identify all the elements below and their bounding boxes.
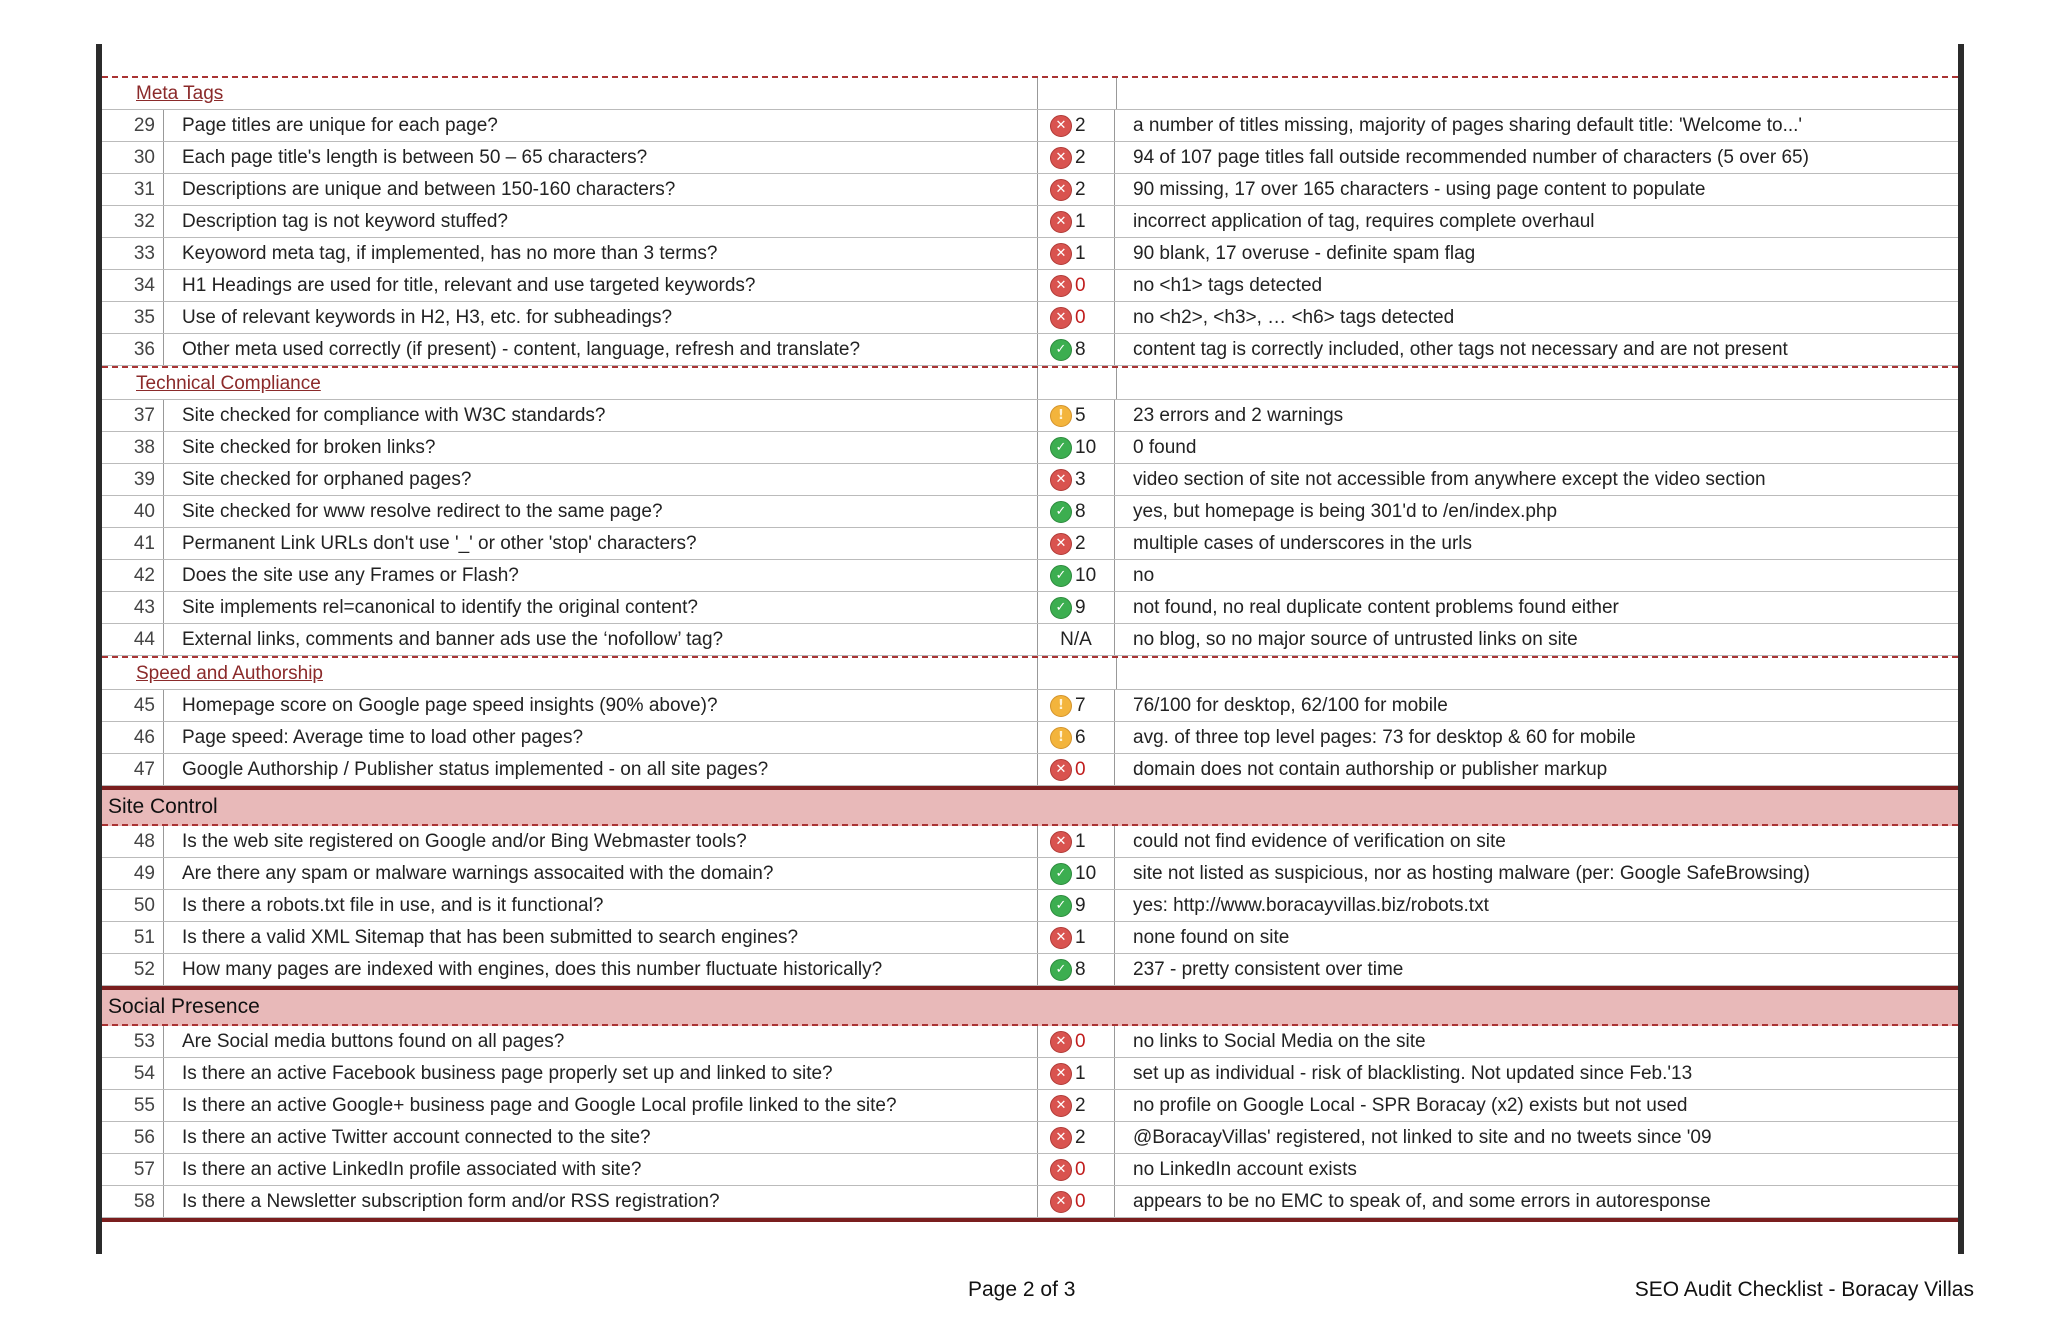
table-row: [102, 432, 1958, 464]
item-question: How many pages are indexed with engines, does this number fluctuate historically?: [182, 959, 883, 980]
item-number: 33: [102, 238, 164, 269]
table-row: [102, 334, 1958, 366]
item-note: domain does not contain authorship or publisher markup: [1133, 759, 1608, 780]
item-number: 45: [102, 690, 164, 721]
score-value: 2: [1075, 533, 1086, 554]
x-circle-icon: ✕: [1050, 533, 1072, 555]
x-circle-icon: ✕: [1050, 307, 1072, 329]
x-circle-icon: ✕: [1050, 147, 1072, 169]
item-number: 58: [102, 1186, 164, 1217]
subsection-header: [102, 656, 1958, 690]
document-title: SEO Audit Checklist - Boracay Villas: [1634, 1278, 1974, 1301]
subsection-title: Technical Compliance: [136, 373, 321, 394]
item-note: site not listed as suspicious, nor as hosting malware (per: Google SafeBrowsing): [1133, 863, 1810, 884]
score-value: 8: [1075, 339, 1086, 360]
table-row: [102, 890, 1958, 922]
table-row: [102, 302, 1958, 334]
score-value: 1: [1075, 831, 1086, 852]
item-number: 34: [102, 270, 164, 301]
table-row: [102, 826, 1958, 858]
item-number: 31: [102, 174, 164, 205]
table-row: [102, 954, 1958, 986]
item-number: 55: [102, 1090, 164, 1121]
table-row: [102, 1154, 1958, 1186]
item-question: Homepage score on Google page speed insights (90% above)?: [182, 695, 718, 716]
score-value: 0: [1075, 1031, 1086, 1052]
x-circle-icon: ✕: [1050, 1031, 1072, 1053]
item-note: multiple cases of underscores in the urls: [1133, 533, 1472, 554]
score-value: 3: [1075, 469, 1086, 490]
item-question: Each page title's length is between 50 – 65 characters?: [182, 147, 648, 168]
item-number: 30: [102, 142, 164, 173]
score-value: 0: [1075, 1159, 1086, 1180]
table-row: [102, 1122, 1958, 1154]
table-row: [102, 1026, 1958, 1058]
table-row: [102, 142, 1958, 174]
item-number: 29: [102, 110, 164, 141]
x-circle-icon: ✕: [1050, 759, 1072, 781]
score-value: 5: [1075, 405, 1086, 426]
item-note: 94 of 107 page titles fall outside recommended number of characters (5 over 65): [1133, 147, 1809, 168]
item-note: could not find evidence of verification on site: [1133, 831, 1506, 852]
item-note: no profile on Google Local - SPR Boracay (x2) exists but not used: [1133, 1095, 1688, 1116]
score-value: 2: [1075, 147, 1086, 168]
table-row: [102, 624, 1958, 656]
score-column-gap: [1037, 368, 1117, 399]
check-circle-icon: ✓: [1050, 863, 1072, 885]
item-note: incorrect application of tag, requires complete overhaul: [1133, 211, 1595, 232]
item-question: Keyoword meta tag, if implemented, has no more than 3 terms?: [182, 243, 718, 264]
item-question: Site checked for broken links?: [182, 437, 436, 458]
item-score: [1037, 432, 1115, 463]
item-question: H1 Headings are used for title, relevant and use targeted keywords?: [182, 275, 756, 296]
table-row: [102, 560, 1958, 592]
score-value: 10: [1075, 863, 1097, 884]
item-score: [1037, 592, 1115, 623]
item-question: Page speed: Average time to load other pages?: [182, 727, 584, 748]
item-number: 51: [102, 922, 164, 953]
check-circle-icon: ✓: [1050, 597, 1072, 619]
item-question: Is the web site registered on Google and/or Bing Webmaster tools?: [182, 831, 747, 852]
item-number: 43: [102, 592, 164, 623]
item-number: 40: [102, 496, 164, 527]
item-score: [1037, 528, 1115, 559]
table-row: [102, 754, 1958, 786]
item-question: Is there a Newsletter subscription form and/or RSS registration?: [182, 1191, 720, 1212]
item-number: 46: [102, 722, 164, 753]
score-value: 0: [1075, 759, 1086, 780]
score-value: N/A: [1060, 629, 1092, 650]
item-score: [1037, 142, 1115, 173]
check-circle-icon: ✓: [1050, 895, 1072, 917]
item-score: [1037, 496, 1115, 527]
x-circle-icon: ✕: [1050, 831, 1072, 853]
item-note: 0 found: [1133, 437, 1197, 458]
check-circle-icon: ✓: [1050, 437, 1072, 459]
score-value: 9: [1075, 597, 1086, 618]
table-row: [102, 400, 1958, 432]
item-note: set up as individual - risk of blacklisting. Not updated since Feb.'13: [1133, 1063, 1693, 1084]
score-value: 6: [1075, 727, 1086, 748]
item-note: 23 errors and 2 warnings: [1133, 405, 1344, 426]
item-note: 90 missing, 17 over 165 characters - using page content to populate: [1133, 179, 1706, 200]
x-circle-icon: ✕: [1050, 243, 1072, 265]
check-circle-icon: ✓: [1050, 339, 1072, 361]
item-score: [1037, 302, 1115, 333]
warning-circle-icon: !: [1050, 695, 1072, 717]
item-note: no links to Social Media on the site: [1133, 1031, 1426, 1052]
item-score: [1037, 624, 1115, 655]
x-circle-icon: ✕: [1050, 115, 1072, 137]
item-score: [1037, 722, 1115, 753]
table-row: [102, 922, 1958, 954]
x-circle-icon: ✕: [1050, 1191, 1072, 1213]
item-score: [1037, 754, 1115, 785]
table-row: [102, 1058, 1958, 1090]
x-circle-icon: ✕: [1050, 1159, 1072, 1181]
item-note: yes: http://www.boracayvillas.biz/robots.txt: [1133, 895, 1489, 916]
item-note: @BoracayVillas' registered, not linked to site and no tweets since '09: [1133, 1127, 1712, 1148]
item-question: Is there a valid XML Sitemap that has been submitted to search engines?: [182, 927, 799, 948]
item-score: [1037, 400, 1115, 431]
item-number: 36: [102, 334, 164, 365]
table-row: [102, 528, 1958, 560]
item-score: [1037, 890, 1115, 921]
item-number: 52: [102, 954, 164, 985]
item-score: [1037, 1026, 1115, 1057]
table-row: [102, 690, 1958, 722]
item-question: Use of relevant keywords in H2, H3, etc. for subheadings?: [182, 307, 673, 328]
item-number: 53: [102, 1026, 164, 1057]
table-row: [102, 722, 1958, 754]
item-question: Site checked for orphaned pages?: [182, 469, 472, 490]
score-value: 9: [1075, 895, 1086, 916]
item-question: Is there a robots.txt file in use, and is it functional?: [182, 895, 604, 916]
item-number: 44: [102, 624, 164, 655]
x-circle-icon: ✕: [1050, 469, 1072, 491]
section-header: [102, 786, 1958, 826]
table-row: [102, 1186, 1958, 1218]
item-note: a number of titles missing, majority of pages sharing default title: 'Welcome to...': [1133, 115, 1803, 136]
section-title: Site Control: [108, 795, 218, 818]
subsection-header: [102, 78, 1958, 110]
item-score: [1037, 174, 1115, 205]
item-note: yes, but homepage is being 301'd to /en/index.php: [1133, 501, 1558, 522]
table-row: [102, 496, 1958, 528]
item-number: 49: [102, 858, 164, 889]
item-note: 76/100 for desktop, 62/100 for mobile: [1133, 695, 1448, 716]
item-score: [1037, 110, 1115, 141]
score-value: 0: [1075, 307, 1086, 328]
x-circle-icon: ✕: [1050, 179, 1072, 201]
score-value: 1: [1075, 1063, 1086, 1084]
item-score: [1037, 334, 1115, 365]
item-number: 48: [102, 826, 164, 857]
score-column-gap: [1037, 658, 1117, 689]
score-value: 1: [1075, 927, 1086, 948]
x-circle-icon: ✕: [1050, 1063, 1072, 1085]
item-number: 47: [102, 754, 164, 785]
x-circle-icon: ✕: [1050, 927, 1072, 949]
table-row: [102, 464, 1958, 496]
score-value: 1: [1075, 243, 1086, 264]
item-note: none found on site: [1133, 927, 1290, 948]
item-number: 38: [102, 432, 164, 463]
item-question: Are Social media buttons found on all pages?: [182, 1031, 565, 1052]
score-value: 0: [1075, 275, 1086, 296]
table-row: [102, 1090, 1958, 1122]
section-title: Social Presence: [108, 995, 260, 1018]
item-number: 32: [102, 206, 164, 237]
item-number: 39: [102, 464, 164, 495]
item-score: [1037, 560, 1115, 591]
item-score: [1037, 858, 1115, 889]
item-question: Descriptions are unique and between 150-160 characters?: [182, 179, 676, 200]
x-circle-icon: ✕: [1050, 211, 1072, 233]
score-value: 10: [1075, 565, 1097, 586]
item-number: 54: [102, 1058, 164, 1089]
page-number: Page 2 of 3: [968, 1278, 1076, 1301]
audit-table: [102, 44, 1958, 1222]
check-circle-icon: ✓: [1050, 959, 1072, 981]
item-note: 237 - pretty consistent over time: [1133, 959, 1404, 980]
item-score: [1037, 826, 1115, 857]
item-note: content tag is correctly included, other tags not necessary and are not present: [1133, 339, 1788, 360]
table-row: [102, 110, 1958, 142]
score-column-gap: [1037, 78, 1117, 109]
section-header: [102, 986, 1958, 1026]
score-value: 1: [1075, 211, 1086, 232]
table-bottom-border: [102, 1218, 1958, 1222]
item-note: no <h1> tags detected: [1133, 275, 1323, 296]
item-question: Permanent Link URLs don't use '_' or other 'stop' characters?: [182, 533, 697, 554]
item-note: 90 blank, 17 overuse - definite spam flag: [1133, 243, 1476, 264]
item-note: video section of site not accessible from anywhere except the video section: [1133, 469, 1766, 490]
item-question: Is there an active LinkedIn profile associated with site?: [182, 1159, 642, 1180]
score-value: 2: [1075, 115, 1086, 136]
item-question: Is there an active Facebook business page properly set up and linked to site?: [182, 1063, 833, 1084]
item-score: [1037, 954, 1115, 985]
item-score: [1037, 1058, 1115, 1089]
item-note: no: [1133, 565, 1155, 586]
item-question: Other meta used correctly (if present) - content, language, refresh and translate?: [182, 339, 861, 360]
item-question: Are there any spam or malware warnings assocaited with the domain?: [182, 863, 774, 884]
warning-circle-icon: !: [1050, 727, 1072, 749]
item-score: [1037, 690, 1115, 721]
table-row: [102, 238, 1958, 270]
subsection-header: [102, 366, 1958, 400]
item-question: Does the site use any Frames or Flash?: [182, 565, 519, 586]
x-circle-icon: ✕: [1050, 1095, 1072, 1117]
score-value: 0: [1075, 1191, 1086, 1212]
x-circle-icon: ✕: [1050, 275, 1072, 297]
item-number: 56: [102, 1122, 164, 1153]
item-question: Site implements rel=canonical to identify the original content?: [182, 597, 698, 618]
item-question: Site checked for www resolve redirect to the same page?: [182, 501, 663, 522]
item-question: Is there an active Twitter account connected to the site?: [182, 1127, 651, 1148]
item-question: Google Authorship / Publisher status implemented - on all site pages?: [182, 759, 769, 780]
subsection-title: Meta Tags: [136, 83, 224, 104]
item-note: appears to be no EMC to speak of, and some errors in autoresponse: [1133, 1191, 1711, 1212]
item-note: avg. of three top level pages: 73 for desktop & 60 for mobile: [1133, 727, 1636, 748]
table-row: [102, 270, 1958, 302]
item-note: no LinkedIn account exists: [1133, 1159, 1357, 1180]
subsection-title: Speed and Authorship: [136, 663, 323, 684]
item-note: not found, no real duplicate content problems found either: [1133, 597, 1619, 618]
item-number: 35: [102, 302, 164, 333]
item-number: 42: [102, 560, 164, 591]
item-score: [1037, 270, 1115, 301]
x-circle-icon: ✕: [1050, 1127, 1072, 1149]
item-number: 57: [102, 1154, 164, 1185]
score-value: 8: [1075, 501, 1086, 522]
item-question: Is there an active Google+ business page and Google Local profile linked to the site?: [182, 1095, 897, 1116]
score-value: 7: [1075, 695, 1086, 716]
item-note: no <h2>, <h3>, … <h6> tags detected: [1133, 307, 1455, 328]
item-question: External links, comments and banner ads use the ‘nofollow’ tag?: [182, 629, 724, 650]
item-score: [1037, 238, 1115, 269]
table-row: [102, 206, 1958, 238]
item-number: 37: [102, 400, 164, 431]
item-score: [1037, 1186, 1115, 1217]
check-circle-icon: ✓: [1050, 565, 1072, 587]
check-circle-icon: ✓: [1050, 501, 1072, 523]
score-value: 2: [1075, 179, 1086, 200]
item-score: [1037, 206, 1115, 237]
item-score: [1037, 922, 1115, 953]
table-row: [102, 858, 1958, 890]
score-value: 2: [1075, 1127, 1086, 1148]
score-value: 8: [1075, 959, 1086, 980]
item-number: 41: [102, 528, 164, 559]
item-question: Description tag is not keyword stuffed?: [182, 211, 508, 232]
score-value: 10: [1075, 437, 1097, 458]
item-score: [1037, 464, 1115, 495]
table-top-spacer: [102, 44, 1958, 78]
item-score: [1037, 1090, 1115, 1121]
item-question: Site checked for compliance with W3C standards?: [182, 405, 606, 426]
item-score: [1037, 1154, 1115, 1185]
item-score: [1037, 1122, 1115, 1153]
item-note: no blog, so no major source of untrusted links on site: [1133, 629, 1578, 650]
table-row: [102, 174, 1958, 206]
item-number: 50: [102, 890, 164, 921]
audit-sheet: [96, 44, 1964, 1254]
table-row: [102, 592, 1958, 624]
score-value: 2: [1075, 1095, 1086, 1116]
warning-circle-icon: !: [1050, 405, 1072, 427]
right-border: [1958, 44, 1964, 1254]
item-question: Page titles are unique for each page?: [182, 115, 498, 136]
